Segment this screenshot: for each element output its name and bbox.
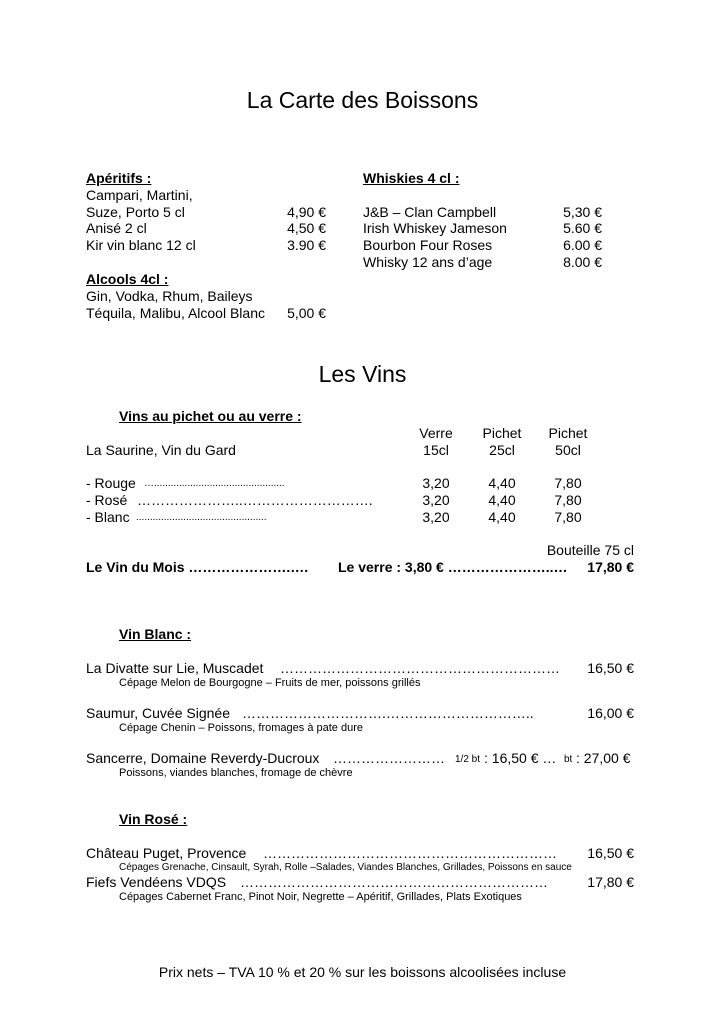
vin-rose-heading: Vin Rosé :: [119, 811, 188, 827]
pichet-row-label: - Rouge: [86, 475, 136, 491]
alcools-heading: Alcools 4cl :: [86, 271, 169, 287]
bouteille-label: Bouteille 75 cl: [546, 542, 634, 558]
aperitif-item: Kir vin blanc 12 cl: [86, 237, 196, 253]
wine-name: La Divatte sur Lie, Muscadet: [86, 660, 264, 676]
price-verre: 3,20: [422, 492, 450, 508]
price-pichet-25: 4,40: [488, 509, 516, 525]
price-pichet-50: 7,80: [554, 475, 582, 491]
alcool-price: 5,00 €: [287, 305, 326, 321]
wine-note: Cépage Chenin – Poissons, fromages à pate dure: [119, 722, 363, 734]
vin-du-mois-verre: Le verre : 3,80 € …………………..…: [338, 559, 568, 575]
page-title: La Carte des Boissons: [246, 87, 479, 113]
vins-title: Les Vins: [318, 361, 407, 387]
whisky-item: J&B – Clan Campbell: [363, 204, 497, 220]
wine-dots: …………………………………………………………: [240, 874, 548, 890]
aperitif-item: Suze, Porto 5 cl: [86, 204, 185, 220]
wine-price: 17,80 €: [587, 874, 634, 890]
pichet-row-dots: ...............................................: [136, 512, 267, 523]
wine-name: Sancerre, Domaine Reverdy-Ducroux: [86, 750, 320, 766]
col-header-pichet-50: Pichet: [548, 425, 588, 441]
col-header-verre: Verre: [419, 425, 453, 441]
bottle-label: bt: [564, 754, 573, 765]
wine-price: 16,50 €: [587, 660, 634, 676]
wine-dots: ……………………: [333, 750, 445, 766]
whisky-price: 8.00 €: [563, 254, 602, 270]
price-pichet-50: 7,80: [554, 509, 582, 525]
whisky-item: Whisky 12 ans d’age: [363, 254, 493, 270]
alcool-item: Téquila, Malibu, Alcool Blanc: [86, 305, 265, 321]
wine-dots: ………………………….…………………………..: [242, 705, 534, 721]
aperitif-item: Anisé 2 cl: [86, 220, 147, 236]
price-pichet-25: 4,40: [488, 475, 516, 491]
whisky-price: 6.00 €: [563, 237, 602, 253]
aperitif-price: 4,90 €: [287, 204, 326, 220]
whiskies-heading: Whiskies 4 cl :: [363, 170, 460, 186]
wine-name: Château Puget, Provence: [86, 845, 247, 861]
price-verre: 3,20: [422, 509, 450, 525]
vin-du-mois-label: Le Vin du Mois ………………….….: [86, 559, 309, 575]
col-size-50cl: 50cl: [555, 442, 581, 458]
wine-note: Cépages Grenache, Cinsault, Syrah, Rolle –Salades, Viandes Blanches, Grillades, Poissons en sauce: [119, 862, 572, 873]
col-size-15cl: 15cl: [423, 442, 449, 458]
footer-note: Prix nets – TVA 10 % et 20 % sur les boissons alcoolisées incluse: [158, 964, 567, 980]
aperitif-price: 4,50 €: [287, 220, 326, 236]
wine-note: Cépages Cabernet Franc, Pinot Noir, Negrette – Apéritif, Grillades, Plats Exotiques: [119, 891, 522, 903]
aperitifs-heading: Apéritifs :: [86, 170, 152, 186]
price-pichet-50: 7,80: [554, 492, 582, 508]
wine-name: Saumur, Cuvée Signée: [86, 705, 230, 721]
aperitifs-line: Campari, Martini,: [86, 187, 193, 203]
wine-dots: ……………………………………………………: [280, 660, 560, 676]
pichet-row-label: - Blanc: [86, 509, 130, 525]
wine-price: 16,00 €: [587, 705, 634, 721]
vin-blanc-heading: Vin Blanc :: [119, 626, 192, 642]
pichet-row-dots: …...............................................: [144, 478, 285, 489]
col-size-25cl: 25cl: [489, 442, 515, 458]
wine-name: Fiefs Vendéens VDQS: [86, 874, 227, 890]
col-header-pichet-25: Pichet: [482, 425, 522, 441]
bottle-price: : 27,00 €: [576, 750, 631, 766]
alcools-line: Gin, Vodka, Rhum, Baileys: [86, 288, 253, 304]
wine-price: 16,50 €: [587, 845, 634, 861]
half-bottle-price: : 16,50 € …: [484, 750, 557, 766]
pichet-row-label: - Rosé: [86, 492, 128, 508]
wine-note: Cépage Melon de Bourgogne – Fruits de mer, poissons grillés: [119, 677, 421, 689]
whisky-item: Bourbon Four Roses: [363, 237, 493, 253]
pichet-row-dots: …………………..……………………….: [137, 492, 373, 508]
price-pichet-25: 4,40: [488, 492, 516, 508]
aperitif-price: 3.90 €: [287, 237, 326, 253]
vin-du-mois-price: 17,80 €: [587, 559, 634, 575]
pichet-heading: Vins au pichet ou au verre :: [119, 408, 302, 424]
price-verre: 3,20: [422, 475, 450, 491]
whisky-price: 5,30 €: [563, 204, 602, 220]
wine-note: Poissons, viandes blanches, fromage de chèvre: [119, 767, 353, 779]
whisky-item: Irish Whiskey Jameson: [363, 220, 507, 236]
whisky-price: 5.60 €: [563, 220, 602, 236]
wine-dots: ………………………………………………………: [263, 845, 557, 861]
half-bottle-label: 1/2 bt: [455, 754, 481, 765]
house-wine-name: La Saurine, Vin du Gard: [86, 442, 236, 458]
